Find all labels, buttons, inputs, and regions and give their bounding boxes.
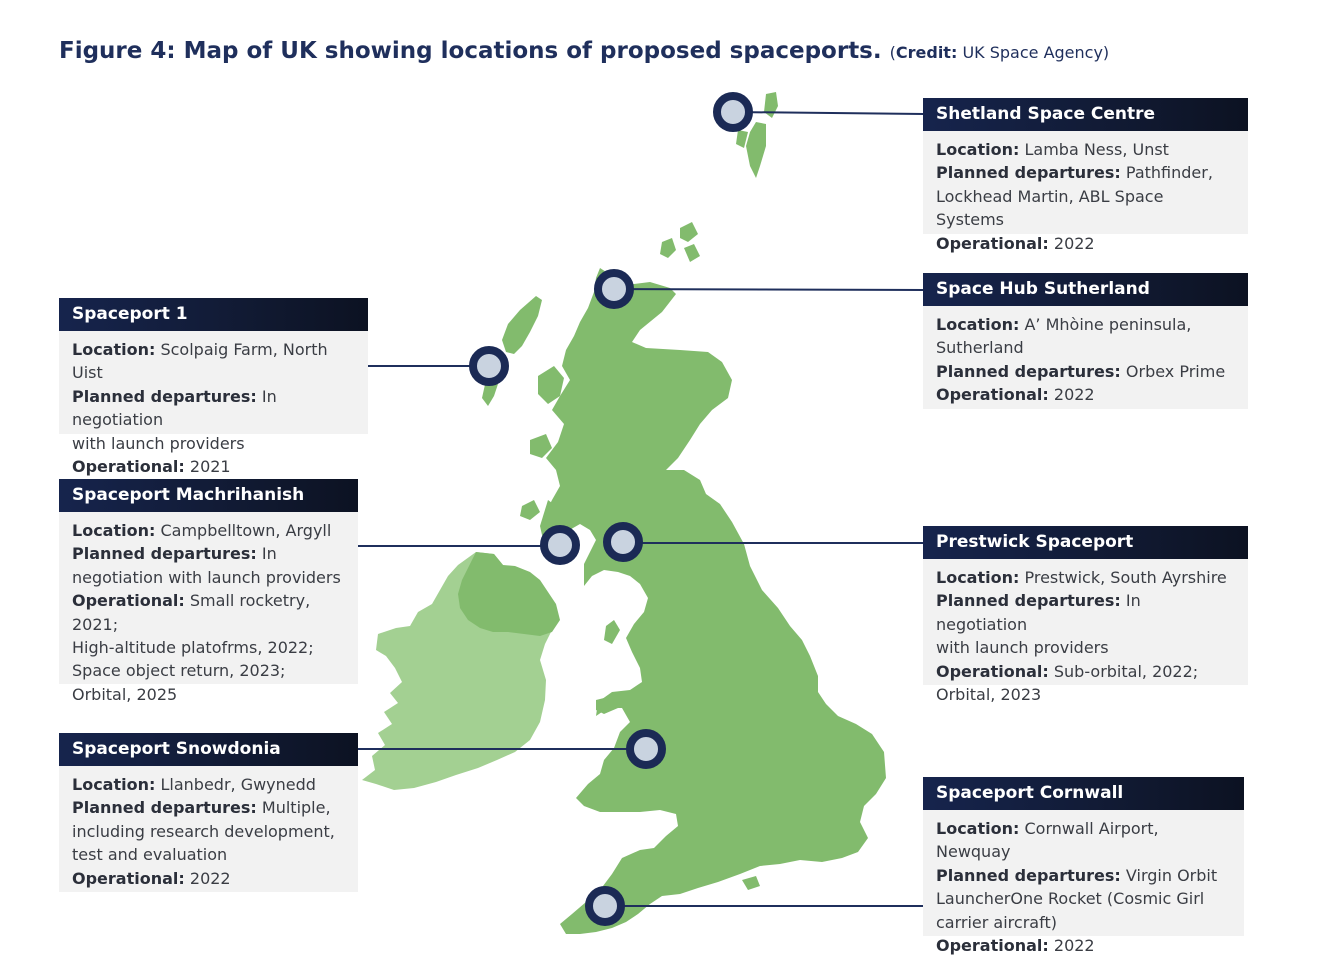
detail-line	[936, 660, 1235, 683]
detail-value: Cornwall Airport, Newquay	[936, 819, 1159, 862]
detail-label: Planned departures:	[936, 361, 1121, 381]
detail-value: In negotiation	[936, 591, 1141, 634]
detail-label: Planned departures:	[936, 163, 1121, 183]
detail-value: Orbital, 2023	[936, 685, 1042, 705]
marker-machrihanish[interactable]	[544, 529, 576, 561]
figure-title-main: Figure 4: Map of UK showing locations of proposed spaceports.	[59, 38, 882, 64]
detail-line	[936, 636, 1235, 659]
isle-of-man	[604, 620, 620, 644]
detail-value: Sutherland	[936, 338, 1024, 358]
card-machrihanish	[59, 479, 358, 704]
isle-of-wight	[742, 876, 760, 890]
detail-value: negotiation with launch providers	[72, 567, 341, 587]
detail-value: Orbex Prime	[1120, 361, 1226, 381]
detail-label: Operational:	[936, 936, 1049, 956]
detail-label: Operational:	[936, 385, 1049, 405]
detail-line	[936, 911, 1231, 934]
detail-line	[936, 360, 1235, 383]
marker-prestwick[interactable]	[607, 526, 639, 558]
detail-line	[72, 636, 345, 659]
detail-value: High-altitude platofrms, 2022;	[72, 638, 314, 658]
detail-line	[72, 432, 355, 455]
detail-label: Operational:	[936, 233, 1049, 253]
detail-value: Llanbedr, Gwynedd	[155, 775, 316, 794]
detail-label: Operational:	[72, 591, 185, 611]
northern-ireland-landmass	[458, 552, 560, 636]
card-prestwick	[923, 526, 1248, 705]
detail-line	[72, 455, 355, 478]
card-cornwall	[923, 777, 1244, 956]
detail-line	[936, 887, 1231, 910]
detail-value: Scolpaig Farm, North Uist	[72, 340, 328, 383]
detail-label: Location:	[936, 315, 1020, 334]
detail-value: In	[256, 544, 277, 564]
card-title: Spaceport Machrihanish	[59, 479, 358, 512]
detail-label: Location:	[936, 819, 1020, 838]
detail-label: Operational:	[72, 868, 185, 888]
connector-sutherland	[614, 289, 924, 290]
card-title: Spaceport Snowdonia	[59, 733, 358, 766]
detail-line	[936, 864, 1231, 887]
detail-label: Planned departures:	[72, 386, 257, 406]
detail-value: test and evaluation	[72, 845, 228, 865]
detail-line	[72, 519, 345, 542]
detail-line	[936, 313, 1235, 336]
detail-label: Operational:	[936, 661, 1049, 681]
detail-value: LauncherOne Rocket (Cosmic Girl	[936, 889, 1205, 909]
marker-cornwall[interactable]	[589, 890, 621, 922]
detail-label: Location:	[936, 568, 1020, 587]
detail-line	[72, 659, 345, 682]
card-title: Space Hub Sutherland	[923, 273, 1248, 306]
card-details	[59, 512, 358, 710]
card-spaceport-1	[59, 298, 368, 477]
detail-value: with launch providers	[72, 433, 245, 453]
detail-line	[72, 843, 345, 866]
detail-value: Space object return, 2023;	[72, 661, 286, 681]
detail-value: Sub-orbital, 2022;	[1048, 661, 1199, 681]
detail-value: Lamba Ness, Unst	[1019, 140, 1169, 159]
detail-line	[72, 385, 355, 432]
detail-line	[936, 589, 1235, 636]
islay-island	[520, 500, 540, 520]
outer-hebrides	[502, 296, 542, 354]
detail-label: Operational:	[72, 457, 185, 477]
card-details	[923, 559, 1248, 710]
card-shetland	[923, 98, 1248, 253]
connector-shetland	[733, 112, 924, 114]
detail-line	[72, 589, 345, 636]
detail-line	[936, 336, 1235, 359]
detail-label: Location:	[72, 521, 156, 540]
detail-label: Planned departures:	[936, 591, 1121, 611]
figure-credit: (Credit: UK Space Agency)	[889, 43, 1110, 62]
orkney-islands	[660, 222, 700, 262]
detail-label: Location:	[72, 340, 156, 359]
detail-line	[936, 683, 1235, 706]
credit-value: UK Space Agency	[962, 43, 1103, 62]
detail-line	[936, 138, 1235, 161]
marker-shetland[interactable]	[717, 96, 749, 128]
card-details	[59, 766, 358, 894]
detail-line	[936, 185, 1235, 232]
marker-sutherland[interactable]	[598, 273, 630, 305]
card-details	[923, 131, 1248, 259]
card-title: Prestwick Spaceport	[923, 526, 1248, 559]
card-details	[923, 810, 1244, 961]
detail-value: 2022	[1048, 936, 1095, 956]
detail-value: 2022	[1048, 233, 1095, 253]
marker-snowdonia[interactable]	[630, 733, 662, 765]
detail-label: Planned departures:	[72, 544, 257, 564]
detail-label: Location:	[72, 775, 156, 794]
great-britain-landmass	[544, 268, 886, 934]
detail-value: 2022	[1048, 385, 1095, 405]
marker-spaceport-1[interactable]	[473, 350, 505, 382]
detail-label: Location:	[936, 140, 1020, 159]
detail-line	[936, 817, 1231, 864]
detail-line	[72, 542, 345, 565]
detail-line	[936, 232, 1235, 255]
detail-value: Prestwick, South Ayrshire	[1019, 568, 1227, 587]
detail-line	[72, 566, 345, 589]
card-sutherland	[923, 273, 1248, 409]
detail-value: Campbelltown, Argyll	[155, 521, 332, 540]
detail-line	[72, 867, 345, 890]
credit-label: Credit:	[895, 43, 958, 62]
card-title: Spaceport 1	[59, 298, 368, 331]
detail-label: Planned departures:	[936, 865, 1121, 885]
detail-value: Lockhead Martin, ABL Space Systems	[936, 186, 1164, 230]
detail-value: Orbital, 2025	[72, 684, 178, 704]
detail-line	[936, 566, 1235, 589]
detail-line	[72, 773, 345, 796]
detail-value: In negotiation	[72, 386, 277, 430]
card-title: Shetland Space Centre	[923, 98, 1248, 131]
detail-line	[72, 338, 355, 385]
detail-line	[72, 796, 345, 819]
detail-value: 2022	[184, 868, 231, 888]
detail-value: Pathfinder,	[1120, 163, 1213, 183]
detail-value: with launch providers	[936, 638, 1109, 658]
detail-value: A’ Mhòine peninsula,	[1019, 315, 1192, 334]
detail-value: carrier aircraft)	[936, 912, 1057, 932]
detail-value: Virgin Orbit	[1120, 865, 1218, 885]
detail-line	[936, 383, 1235, 406]
detail-line	[72, 683, 345, 706]
detail-label: Planned departures:	[72, 798, 257, 818]
card-details	[923, 306, 1248, 411]
detail-value: Multiple,	[256, 798, 331, 818]
card-details	[59, 331, 368, 482]
detail-value: 2021	[184, 457, 231, 477]
card-title: Spaceport Cornwall	[923, 777, 1244, 810]
detail-line	[72, 820, 345, 843]
detail-value: Small rocketry, 2021;	[72, 591, 311, 634]
detail-line	[936, 161, 1235, 184]
detail-value: including research development,	[72, 821, 335, 841]
detail-line	[936, 934, 1231, 957]
card-snowdonia	[59, 733, 358, 892]
